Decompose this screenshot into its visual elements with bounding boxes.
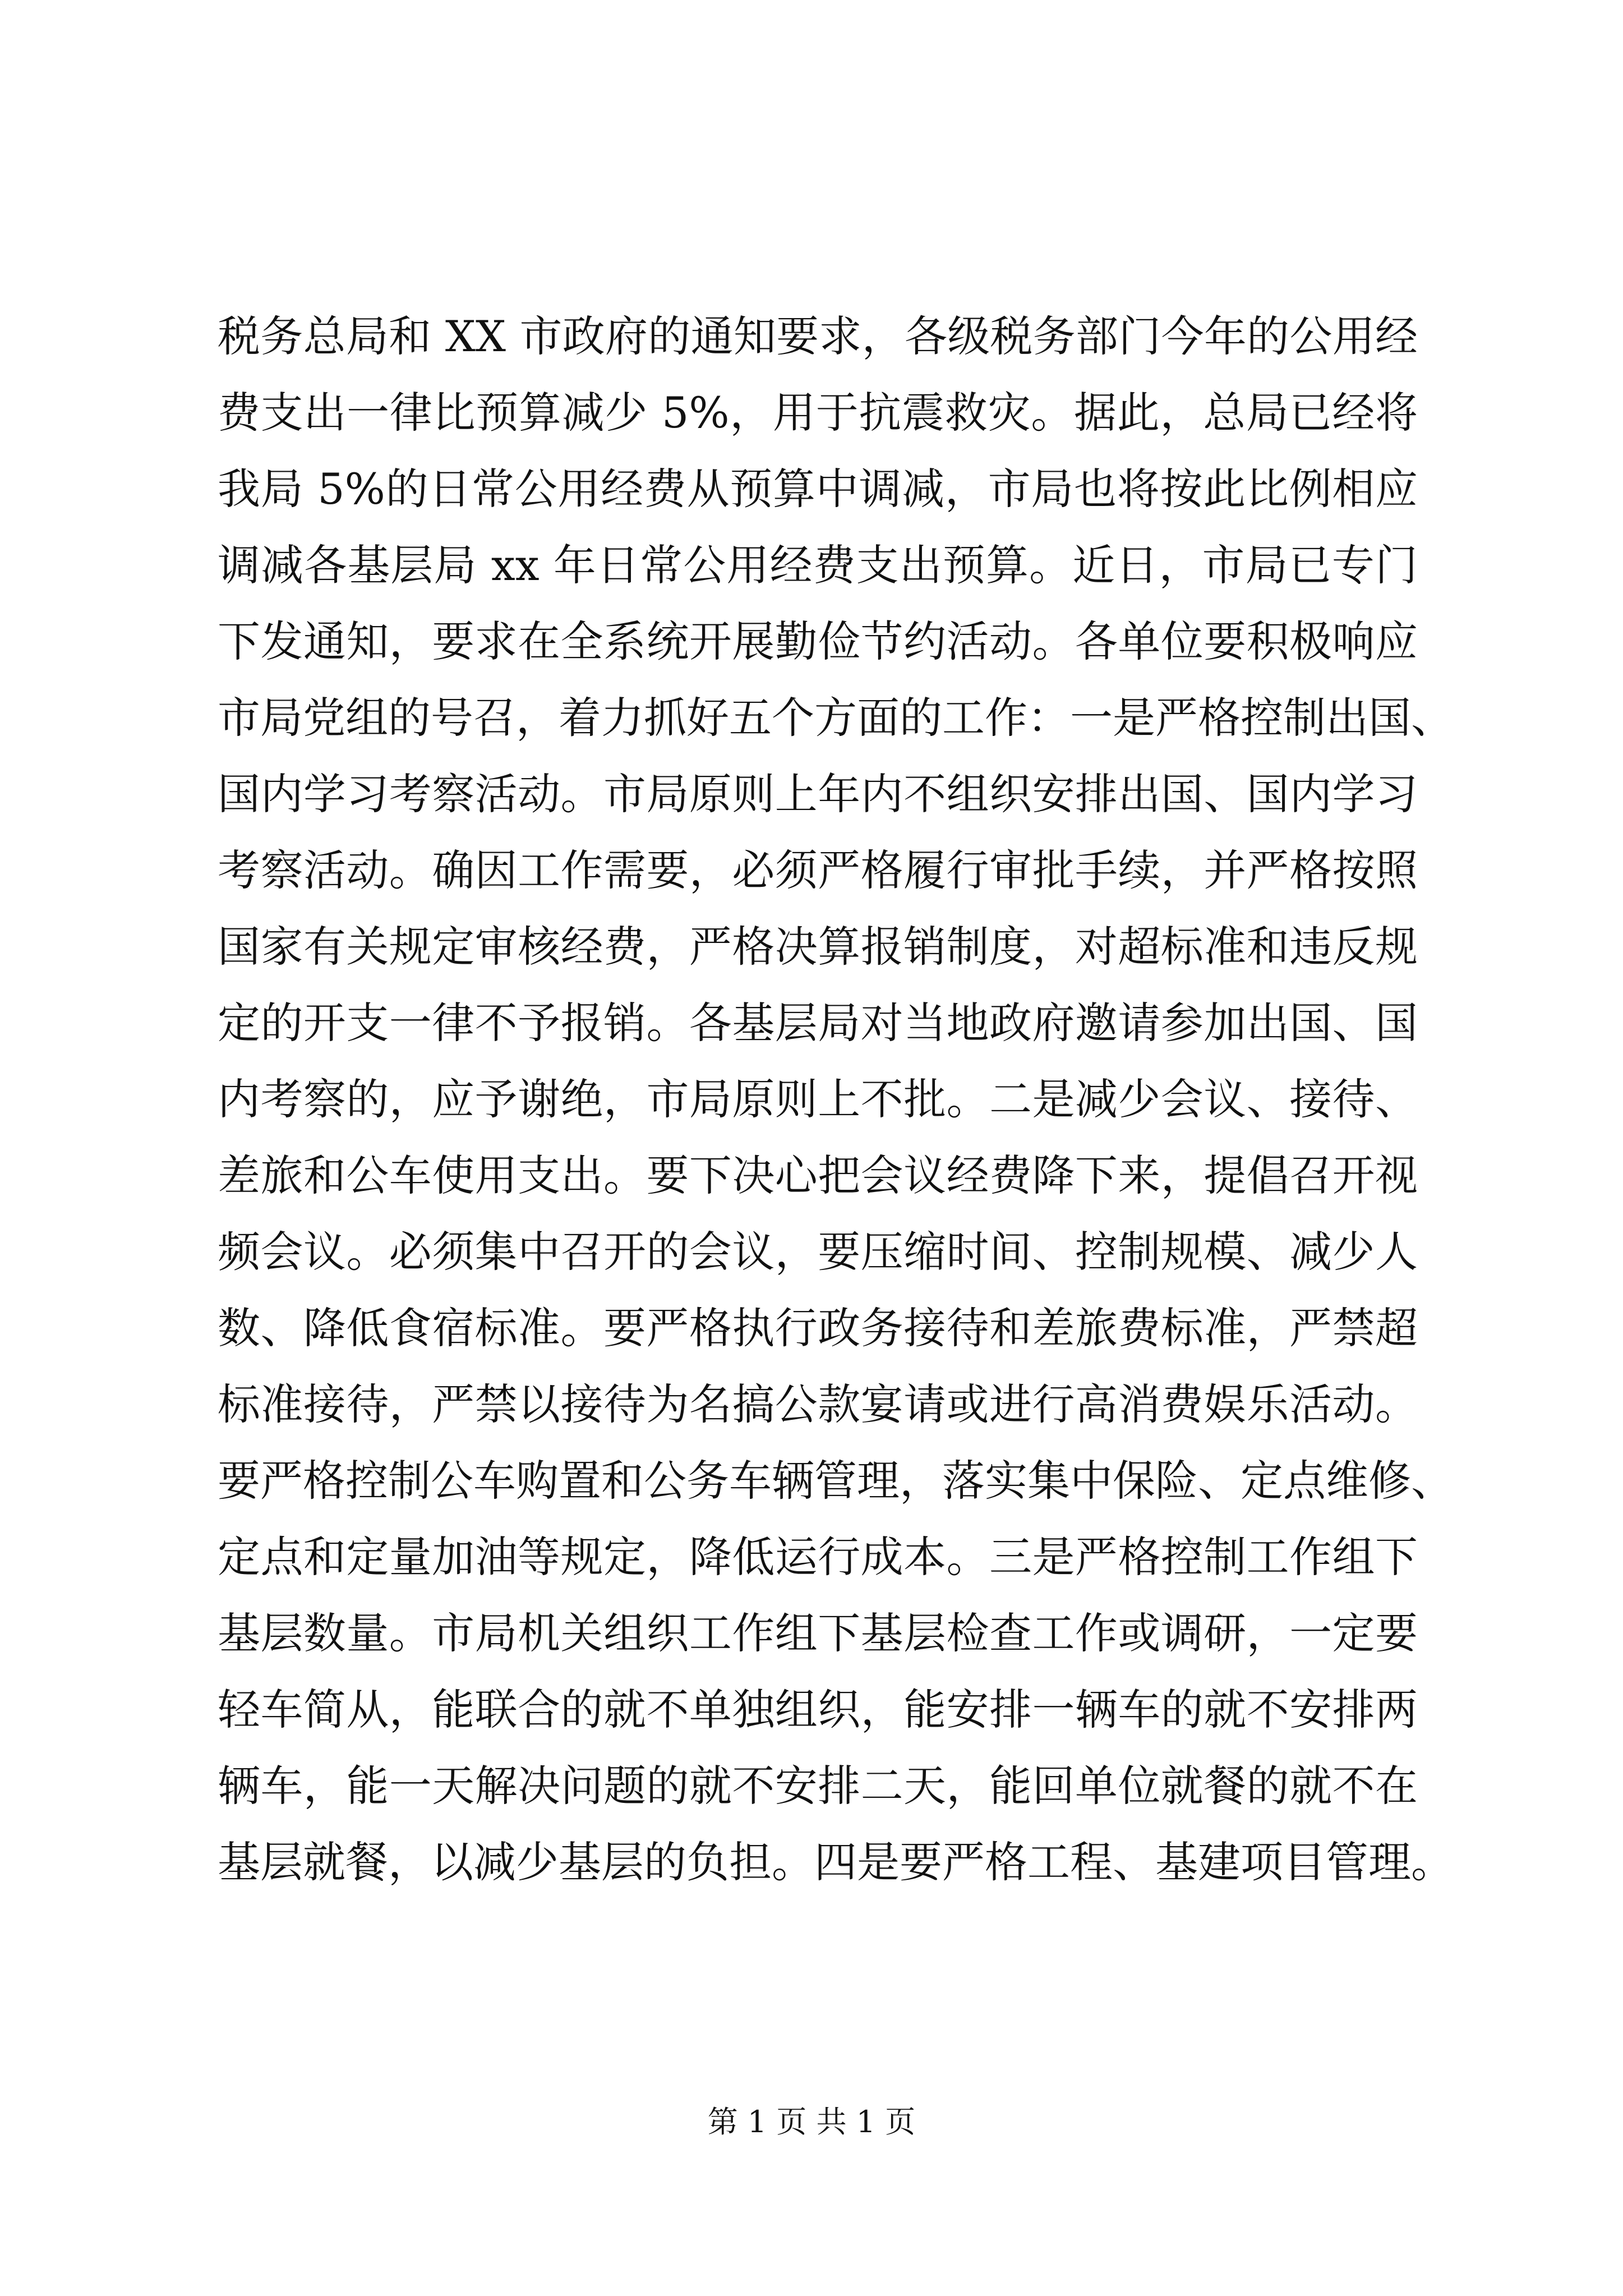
text-line: 费支出一律比预算减少 5%，用于抗震救灾。据此，总局已经将 [218,388,1418,438]
text-line: 税务总局和 XX 市政府的通知要求，各级税务部门今年的公用经 [218,311,1418,361]
text-line: 频会议。必须集中召开的会议，要压缩时间、控制规模、减少人 [218,1227,1418,1277]
text-line: 市局党组的号召，着力抓好五个方面的工作：一是严格控制出国、 [218,693,1454,743]
text-line: 基层就餐，以减少基层的负担。四是要严格工程、基建项目管理。 [218,1837,1454,1887]
text-line: 要严格控制公车购置和公务车辆管理，落实集中保险、定点维修、 [218,1456,1454,1506]
text-line: 辆车，能一天解决问题的就不安排二天，能回单位就餐的就不在 [218,1761,1418,1811]
text-line: 差旅和公车使用支出。要下决心把会议经费降下来，提倡召开视 [218,1151,1418,1200]
text-line: 基层数量。市局机关组织工作组下基层检查工作或调研，一定要 [218,1608,1418,1658]
text-line: 国内学习考察活动。市局原则上年内不组织安排出国、国内学习 [218,769,1418,819]
text-line: 标准接待，严禁以接待为名搞公款宴请或进行高消费娱乐活动。 [218,1379,1418,1429]
text-line: 定点和定量加油等规定，降低运行成本。三是严格控制工作组下 [218,1532,1418,1582]
text-line: 数、降低食宿标准。要严格执行政务接待和差旅费标准，严禁超 [218,1303,1418,1353]
page-footer: 第 1 页 共 1 页 [707,2104,916,2139]
text-line: 内考察的，应予谢绝，市局原则上不批。二是减少会议、接待、 [218,1074,1418,1124]
text-line: 轻车简从，能联合的就不单独组织，能安排一辆车的就不安排两 [218,1685,1418,1734]
text-line: 调减各基层局 xx 年日常公用经费支出预算。近日，市局已专门 [218,540,1418,590]
text-line: 下发通知，要求在全系统开展勤俭节约活动。各单位要积极响应 [218,616,1418,666]
text-line: 考察活动。确因工作需要，必须严格履行审批手续，并严格按照 [218,845,1418,895]
body-text [218,298,1454,1901]
text-line: 国家有关规定审核经费，严格决算报销制度，对超标准和违反规 [218,922,1418,972]
text-line: 我局 5%的日常公用经费从预算中调减，市局也将按此比例相应 [218,464,1418,514]
text-line: 定的开支一律不予报销。各基层局对当地政府邀请参加出国、国 [218,998,1418,1048]
